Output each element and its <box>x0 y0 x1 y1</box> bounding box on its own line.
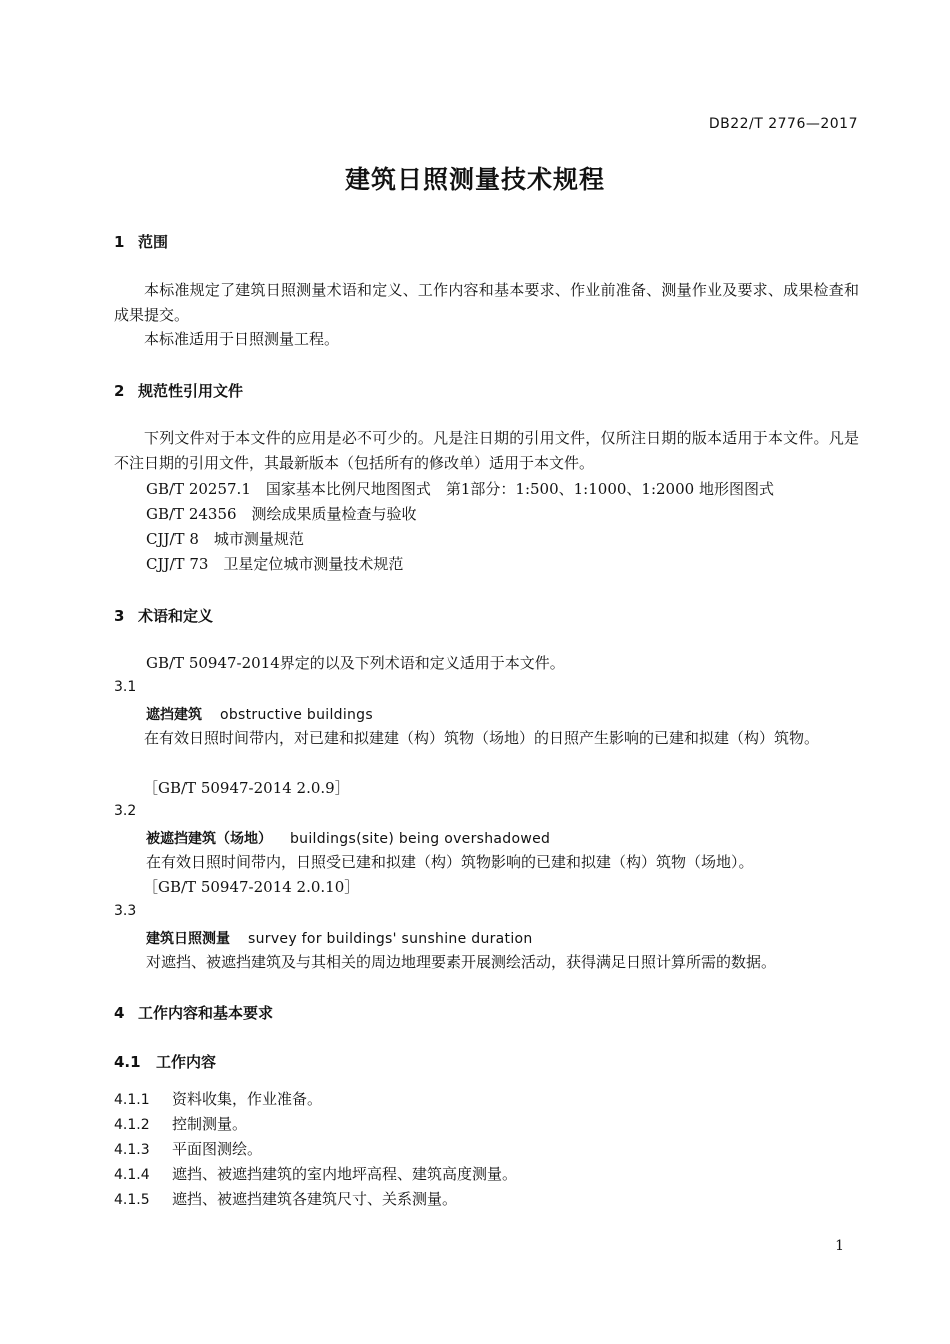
term-english: buildings(site) being overshadowed <box>290 831 551 847</box>
term-definition: 对遮挡、被遮挡建筑及与其相关的周边地理要素开展测绘活动，获得满足日照计算所需的数据。 <box>146 953 777 971</box>
section-title: 规范性引用文件 <box>138 382 244 400</box>
clause-text: 平面图测绘。 <box>172 1140 263 1158</box>
section-3-heading <box>114 605 213 626</box>
term-source: ［GB/T 50947-2014 2.0.9］ <box>143 779 350 797</box>
term-chinese: 建筑日照测量 <box>146 931 230 947</box>
clause-number: 4.1.5 <box>114 1192 150 1208</box>
subsection-4-1-heading <box>114 1051 216 1072</box>
clause-text: 资料收集，作业准备。 <box>172 1090 323 1108</box>
section-2-heading <box>114 380 243 401</box>
clause-text: 控制测量。 <box>172 1115 248 1133</box>
normative-reference: CJJ/T 8 城市测量规范 <box>146 530 304 548</box>
section-title: 范围 <box>138 233 169 251</box>
normative-reference: GB/T 20257.1 国家基本比例尺地图图式 第1部分：1:500、1:1000、1:2000 地形图图式 <box>146 480 774 498</box>
section-4-heading <box>114 1002 273 1023</box>
clause-number: 4.1.1 <box>114 1092 150 1108</box>
section-number: 2 <box>114 382 125 400</box>
term-number: 3.1 <box>114 679 137 695</box>
section-title: 术语和定义 <box>138 607 214 625</box>
clause-text: 遮挡、被遮挡建筑各建筑尺寸、关系测量。 <box>172 1190 458 1208</box>
normative-reference: CJJ/T 73 卫星定位城市测量技术规范 <box>146 555 404 573</box>
section-1-paragraph-1: 本标准规定了建筑日照测量术语和定义、工作内容和基本要求、作业前准备、测量作业及要求、成果检查和成果提交。 <box>114 281 859 324</box>
clause-text: 遮挡、被遮挡建筑的室内地坪高程、建筑高度测量。 <box>172 1165 518 1183</box>
term-english: obstructive buildings <box>220 707 373 723</box>
term-source: ［GB/T 50947-2014 2.0.10］ <box>143 878 360 896</box>
clause-number: 4.1.3 <box>114 1142 150 1158</box>
clause <box>114 1138 262 1159</box>
section-2-paragraph-1: 下列文件对于本文件的应用是必不可少的。凡是注日期的引用文件，仅所注日期的版本适用于本文件。凡是不注日期的引用文件，其最新版本（包括所有的修改单）适用于本文件。 <box>114 429 859 472</box>
section-number: 1 <box>114 233 125 251</box>
section-1-heading <box>114 231 168 252</box>
section-1-paragraph-2: 本标准适用于日照测量工程。 <box>144 330 340 348</box>
clause <box>114 1188 457 1209</box>
term-chinese: 遮挡建筑 <box>146 707 202 723</box>
term-definition: 在有效日照时间带内，对已建和拟建建（构）筑物（场地）的日照产生影响的已建和拟建（构）筑物。 <box>144 729 820 747</box>
clause <box>114 1113 247 1134</box>
clause <box>114 1163 517 1184</box>
clause-number: 4.1.4 <box>114 1167 150 1183</box>
term-entry <box>146 828 550 848</box>
section-number: 3 <box>114 607 125 625</box>
normative-reference: GB/T 24356 测绘成果质量检查与验收 <box>146 505 417 523</box>
section-3-intro: GB/T 50947-2014界定的以及下列术语和定义适用于本文件。 <box>146 654 565 672</box>
section-title: 工作内容和基本要求 <box>138 1004 274 1022</box>
page-number: 1 <box>835 1238 844 1254</box>
clause <box>114 1088 322 1109</box>
clause-number: 4.1.2 <box>114 1117 150 1133</box>
term-number: 3.3 <box>114 903 137 919</box>
term-entry <box>146 928 533 948</box>
term-chinese: 被遮挡建筑（场地） <box>146 831 272 847</box>
subsection-title: 工作内容 <box>156 1053 217 1071</box>
section-number: 4 <box>114 1004 125 1022</box>
term-number: 3.2 <box>114 803 137 819</box>
standard-number: DB22/T 2776—2017 <box>708 116 858 132</box>
term-english: survey for buildings' sunshine duration <box>248 931 533 947</box>
subsection-number: 4.1 <box>114 1053 141 1071</box>
document-title: 建筑日照测量技术规程 <box>344 165 605 194</box>
term-definition: 在有效日照时间带内，日照受已建和拟建（构）筑物影响的已建和拟建（构）筑物（场地）。 <box>146 853 754 871</box>
term-entry <box>146 704 373 724</box>
